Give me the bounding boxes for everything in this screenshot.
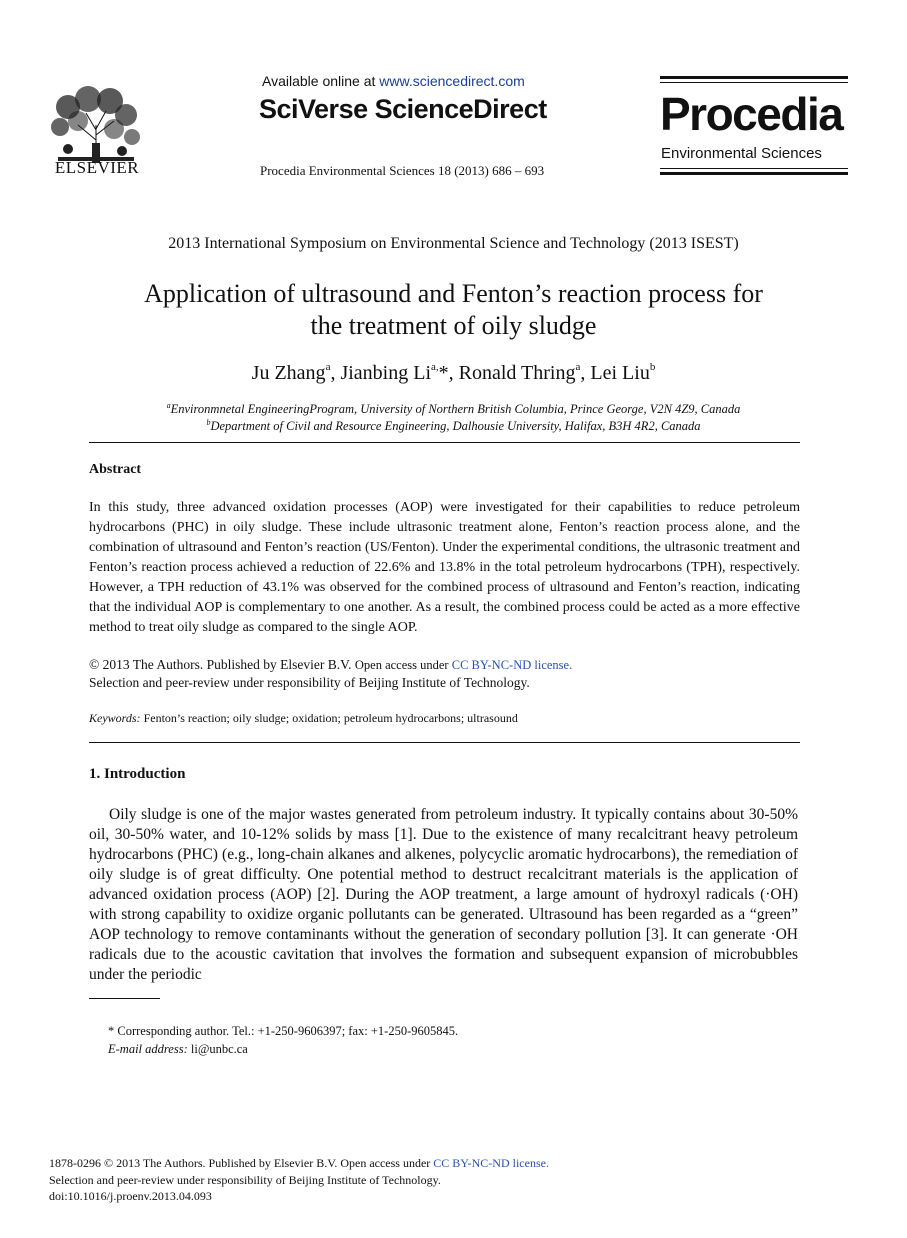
journal-reference: Procedia Environmental Sciences 18 (2013) 686 – 693: [260, 163, 545, 178]
author-separator: *,: [438, 362, 459, 384]
procedia-bottom-rule: [660, 172, 848, 175]
author-affil-sup: a,: [431, 361, 439, 373]
peer-review-line: Selection and peer-review under responsibility of Beijing Institute of Technology.: [89, 675, 530, 690]
copyright-block: [89, 656, 572, 691]
abstract-heading: Abstract: [89, 462, 142, 477]
available-online-line: [262, 73, 525, 89]
procedia-top-rule-thin: [660, 82, 848, 83]
footnote-rule: [89, 998, 160, 999]
title-line-1: Application of ultrasound and Fenton’s reaction process for: [144, 279, 763, 308]
author-name: Jianbing Li: [340, 362, 431, 384]
affiliation-sup: a: [166, 401, 171, 410]
procedia-top-rule: [660, 76, 848, 79]
open-access-text: Open access under: [354, 658, 452, 672]
procedia-bottom-rule-thin: [660, 168, 848, 169]
author-affil-sup: b: [649, 361, 656, 373]
procedia-logo: Procedia: [660, 88, 843, 140]
sciverse-sciencedirect-logo: SciVerse ScienceDirect: [259, 94, 547, 124]
footer-peer-review: Selection and peer-review under responsibility of Beijing Institute of Technology.: [49, 1172, 441, 1187]
author-name: Lei Liu: [590, 362, 650, 384]
author-affil-sup: a: [325, 361, 331, 373]
keywords-list: Fenton’s reaction; oily sludge; oxidation; petroleum hydrocarbons; ultrasound: [140, 711, 518, 725]
conference-name: 2013 International Symposium on Environmental Science and Technology (2013 ISEST): [168, 235, 739, 252]
procedia-subtitle: Environmental Sciences: [661, 145, 822, 162]
footer-doi: doi:10.1016/j.proenv.2013.04.093: [49, 1189, 212, 1203]
email-line: [108, 1040, 458, 1058]
author-name: Ronald Thring: [458, 362, 576, 384]
email-label: E-mail address:: [108, 1042, 188, 1056]
introduction-paragraph: Oily sludge is one of the major wastes generated from petroleum industry. It typically contains about 30-50% oil, 30-50% water, and 10-12% solids by mass [1]. Due to the existence of many recalcitrant heavy petroleum hydrocarbons (PHC) (e.g., long-chain alkanes and alkenes, polycyclic aromatic hydrocarbons), the remediation of oily sludge is of great difficulty. One potential method to destruct recalcitrant materials is the application of advanced oxidation process (AOP) [2]. During the AOP treatment, a large amount of hydroxyl radicals (·OH) with strong capability to oxidize organic pollutants can be generated. Ultrasound has been regarded as a “green” AOP technology to remove contaminants without the generation of secondary pollution [3]. It can generate ·OH radicals due to the acoustic cavitation that involves the formation and subsequent expansion of microbubbles under the periodic: [89, 806, 798, 983]
affiliation-text: Environmnetal EngineeringProgram, University of Northern British Columbia, Prince George, V2N 4Z9, Canada: [170, 402, 741, 416]
footer-issn-text: 1878-0296 © 2013 The Authors. Published by Elsevier B.V. Open access under: [49, 1156, 434, 1170]
affiliation-b: [0, 418, 907, 434]
available-online-prefix: Available online at: [262, 73, 380, 89]
license-link[interactable]: CC BY-NC-ND license.: [451, 658, 573, 672]
keywords-label: Keywords:: [89, 711, 141, 725]
paper-title: [60, 278, 847, 342]
abstract-body: In this study, three advanced oxidation processes (AOP) were investigated for their capabilities to reduce petroleum hydrocarbons (PHC) in oily sludge. These include ultrasonic treatment alone, Fenton’s reaction process alone, and the combination of ultrasound and Fenton’s reaction (US/Fenton). Under the experimental conditions, the ultrasonic treatment and Fenton’s reaction process achieved a reduction of 22.6% and 13.8% in the total petroleum hydrocarbons (TPH), respectively. However, a TPH reduction of 43.1% was observed for the combined process of ultrasound and Fenton’s reaction, indicating that the individual AOP is complementary to one another. As a result, the combined process could be acted as a more effective method to treat oily sludge as compared to the single AOP.: [89, 500, 800, 635]
author-name: Ju Zhang: [251, 362, 326, 384]
email-address[interactable]: li@unbc.ca: [187, 1042, 248, 1056]
elsevier-wordmark: ELSEVIER: [54, 158, 140, 177]
author-separator: ,: [580, 362, 591, 384]
keywords-line: [89, 711, 518, 726]
corresponding-author-note: * Corresponding author. Tel.: +1-250-9606397; fax: +1-250-9605845.: [108, 1024, 459, 1038]
copyright-line: [89, 656, 572, 674]
author-separator: ,: [330, 362, 341, 384]
section-heading-introduction: 1. Introduction: [89, 766, 186, 782]
abstract-bottom-rule: [89, 742, 800, 743]
author-affil-sup: a: [575, 361, 581, 373]
author-list: [0, 361, 907, 385]
abstract-top-rule: [89, 442, 800, 443]
page-footer: [49, 1155, 549, 1205]
affiliation-a: [0, 401, 907, 417]
footnote-block: [108, 1022, 458, 1058]
affiliation-text: Department of Civil and Resource Engineering, Dalhousie University, Halifax, B3H 4R2, Canada: [210, 419, 701, 433]
title-line-2: the treatment of oily sludge: [310, 311, 597, 340]
copyright-text: © 2013 The Authors. Published by Elsevier B.V.: [89, 657, 355, 672]
footer-license-link[interactable]: CC BY-NC-ND license.: [433, 1156, 549, 1170]
footer-issn-line: [49, 1155, 549, 1172]
affiliation-sup: b: [206, 418, 211, 427]
sciencedirect-link[interactable]: www.sciencedirect.com: [379, 73, 525, 89]
